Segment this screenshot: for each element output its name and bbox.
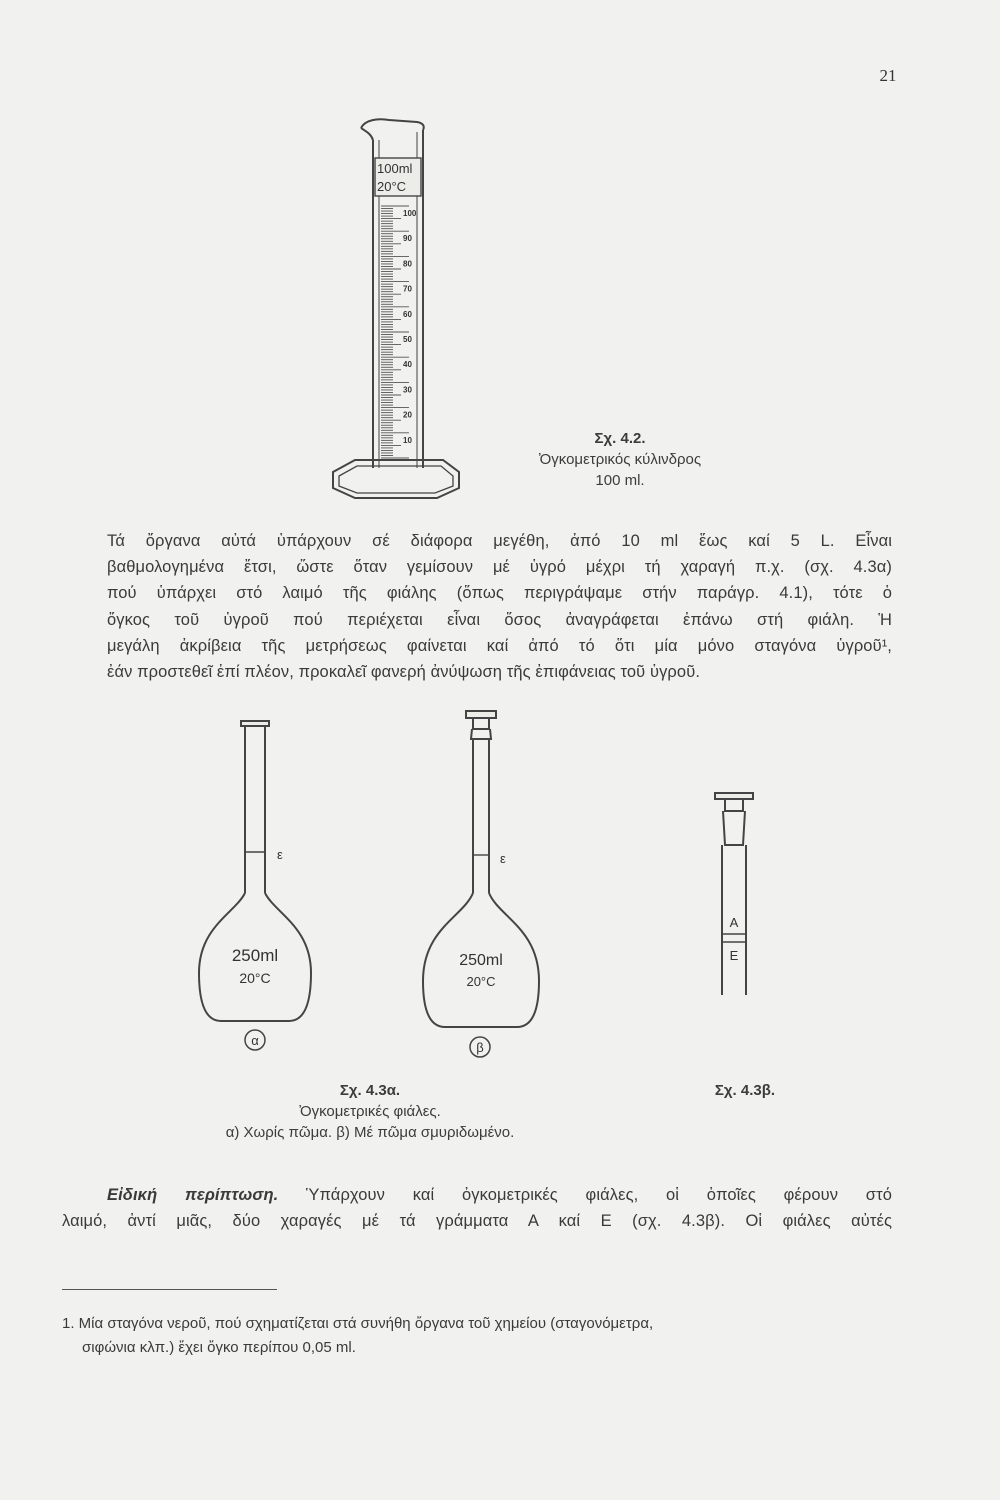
neck-mark-upper: A [729, 915, 739, 930]
neck-mark-lower: E [729, 948, 739, 963]
paragraph-2-line1-text: Ὑπάρχουν καί ὀγκομετρικές φιάλες, οἱ ὁποῖες φέρουν στό [278, 1186, 892, 1204]
figure-4-3b-caption-title: Σχ. 4.3β. [714, 1082, 776, 1099]
cylinder-tick-label: 30 [403, 385, 412, 395]
paragraph-2-line2: λαιμό, ἀντί μιᾶς, δύο χαραγές μέ τά γράμματα Α καί Ε (σχ. 4.3β). Οἱ φιάλες αὐτές [62, 1212, 892, 1231]
cylinder-spout [361, 119, 424, 130]
paragraph-1 [107, 528, 892, 685]
flask-a-label: α [251, 1033, 259, 1048]
paragraph-1-line: βαθμολογημένα ἔτσι, ὥστε ὅταν γεμίσουν μέ ὑγρό μέχρι τή χαραγή π.χ. (σχ. 4.3α) [107, 558, 892, 577]
graduated-cylinder-figure [325, 110, 465, 505]
cylinder-temperature-label: 20°C [377, 179, 407, 194]
volumetric-flasks-figure [185, 705, 785, 1065]
cylinder-tick-label: 60 [403, 309, 412, 319]
cylinder-graduations [381, 206, 409, 458]
cylinder-tick-label: 70 [403, 284, 412, 294]
figure-4-2-caption-line2: 100 ml. [595, 472, 645, 489]
cylinder-tick-label: 50 [403, 335, 412, 344]
figure-4-2-caption-title: Σχ. 4.2. [594, 430, 646, 447]
flask-a-mark: ε [277, 847, 283, 862]
footnote-line1: 1. Μία σταγόνα νεροῦ, πού σχηματίζεται στά συνήθη ὄργανα τοῦ χημείου (σταγονόμετρα, [62, 1315, 654, 1332]
figure-4-3b-caption [680, 1080, 810, 1101]
figure-4-3a-caption [150, 1080, 590, 1143]
flask-b-volume: 250ml [459, 952, 503, 969]
special-case-heading: Εἰδική περίπτωση. [107, 1186, 279, 1204]
figure-4-3a-caption-line1: Ὀγκομετρικές φιάλες. [299, 1103, 441, 1120]
cylinder-tick-label: 40 [403, 360, 412, 370]
flask-b-mark: ε [500, 851, 506, 866]
paragraph-1-line: Τά ὄργανα αὐτά ὑπάρχουν σέ διάφορα μεγέθη, ἀπό 10 ml ἕως καί 5 L. Εἶναι [107, 532, 892, 550]
flask-b-label: β [476, 1040, 484, 1055]
figure-4-2-caption [490, 428, 750, 491]
page-number: 21 [879, 66, 897, 85]
flask-neck-two-marks [715, 793, 753, 995]
paragraph-2-line1 [62, 1182, 892, 1208]
paragraph-1-line: ἐάν προστεθεῖ ἐπί πλέον, προκαλεῖ φανερή ἀνύψωση τῆς ἐπιφάνειας τοῦ ὑγροῦ. [107, 663, 701, 682]
cylinder-tick-label: 100 [403, 209, 417, 218]
cylinder-tick-label: 90 [403, 234, 412, 244]
cylinder-tick-label: 80 [403, 259, 412, 269]
footnote-divider [62, 1289, 277, 1290]
cylinder-tick-label: 20 [403, 410, 412, 420]
paragraph-2 [62, 1182, 892, 1234]
cylinder-volume-label: 100ml [377, 161, 413, 176]
figure-4-3a-caption-line2: α) Χωρίς πῶμα. β) Μέ πῶμα σμυριδωμένο. [225, 1124, 515, 1141]
figure-4-2-caption-line1: Ὀγκομετρικός κύλινδρος [538, 451, 702, 468]
figure-4-3a-caption-title: Σχ. 4.3α. [339, 1082, 401, 1099]
cylinder-tick-labels [403, 209, 417, 445]
flask-a-volume: 250ml [231, 946, 279, 965]
flask-b-temperature: 20°C [466, 974, 496, 989]
paragraph-1-line: πού ὑπάρχει στό λαιμό τῆς φιάλης (ὅπως περιγράψαμε στήν παράγρ. 4.1), τότε ὁ [107, 584, 892, 603]
footnote-line2: σιφώνια κλπ.) ἔχει ὄγκο περίπου 0,05 ml. [82, 1339, 356, 1356]
flask-a-temperature: 20°C [239, 970, 271, 986]
paragraph-1-line: μεγάλη ἀκρίβεια τῆς μετρήσεως φαίνεται καί ἀπό τό ὅτι μία μόνο σταγόνα ὑγροῦ¹, [107, 636, 892, 655]
paragraph-1-line: ὄγκος τοῦ ὑγροῦ πού περιέχεται εἶναι ὅσος ἀναγράφεται ἐπάνω στή φιάλη. Ἡ [107, 610, 892, 629]
cylinder-tick-label: 10 [403, 435, 412, 445]
footnote [62, 1312, 892, 1360]
